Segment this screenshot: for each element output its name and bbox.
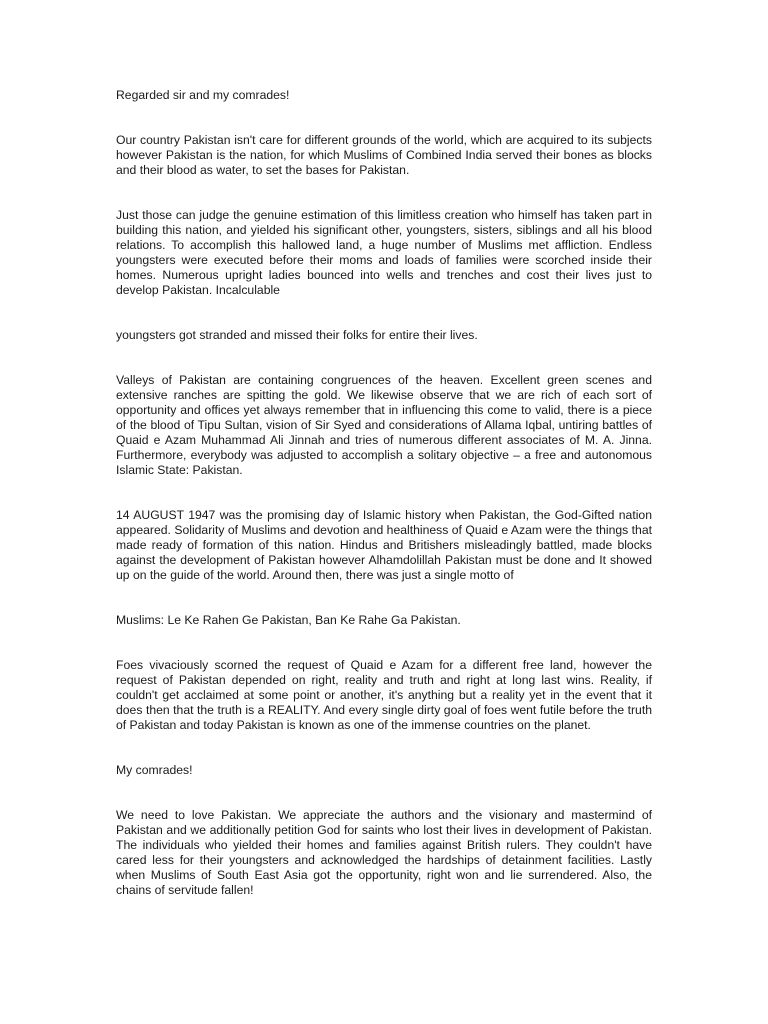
document-page xyxy=(116,88,652,898)
spacer xyxy=(116,298,652,328)
spacer xyxy=(116,478,652,508)
spacer xyxy=(116,178,652,208)
paragraph-my-comrades: My comrades! xyxy=(116,763,193,777)
paragraph-love-pakistan: We need to love Pakistan. We appreciate the authors and the visionary and mastermind of Pakistan and we additionally petition God for saints who lost their lives in development of Pakistan. The individuals who yielded their homes and families against British rulers. They couldn't have cared less for their youngsters and acknowledged the hardships of detainment facilities. Lastly when Muslims of South East Asia got the opportunity, right won and lie surrendered. Also, the chains of servitude fallen! xyxy=(116,808,652,897)
paragraph-valleys: Valleys of Pakistan are containing congruences of the heaven. Excellent green scenes and extensive ranches are spitting the gold. We likewise observe that we are rich of each sort of opportunity and offices yet always remember that in influencing this come to valid, there is a piece of the blood of Tipu Sultan, vision of Sir Syed and considerations of Allama Iqbal, untiring battles of Quaid e Azam Muhammad Ali Jinnah and tries of numerous different associates of M. A. Jinna. Furthermore, everybody was adjusted to accomplish a solitary objective – a free and autonomous Islamic State: Pakistan. xyxy=(116,373,652,477)
paragraph-motto: Muslims: Le Ke Rahen Ge Pakistan, Ban Ke Rahe Ga Pakistan. xyxy=(116,613,461,627)
spacer xyxy=(116,103,652,133)
spacer xyxy=(116,733,652,763)
paragraph-14-august: 14 AUGUST 1947 was the promising day of Islamic history when Pakistan, the God-Gifted nation appeared. Solidarity of Muslims and devotion and healthiness of Quaid e Azam were the things that made ready of formation of this nation. Hindus and Britishers misleadingly battled, made blocks against the development of Pakistan however Alhamdolillah Pakistan must be done and It showed up on the guide of the world. Around then, there was just a single motto of xyxy=(116,508,652,582)
spacer xyxy=(116,628,652,658)
paragraph-youngsters: youngsters got stranded and missed their folks for entire their lives. xyxy=(116,328,478,342)
paragraph-foes: Foes vivaciously scorned the request of Quaid e Azam for a different free land, however the request of Pakistan depended on right, reality and truth and right at long last wins. Reality, if couldn't get acclaimed at some point or another, it's anything but a reality yet in the event that it does then that the truth is a REALITY. And every single dirty goal of foes went futile before the truth of Pakistan and today Pakistan is known as one of the immense countries on the planet. xyxy=(116,658,652,732)
paragraph-greeting: Regarded sir and my comrades! xyxy=(116,88,290,102)
spacer xyxy=(116,583,652,613)
paragraph-country: Our country Pakistan isn't care for different grounds of the world, which are acquired to its subjects however Pakistan is the nation, for which Muslims of Combined India served their bones as blocks and their blood as water, to set the bases for Pakistan. xyxy=(116,133,652,177)
paragraph-estimation: Just those can judge the genuine estimation of this limitless creation who himself has taken part in building this nation, and yielded his significant other, youngsters, sisters, siblings and all his blood relations. To accomplish this hallowed land, a huge number of Muslims met affliction. Endless youngsters were executed before their moms and loads of families were scorched inside their homes. Numerous upright ladies bounced into wells and trenches and cost their lives just to develop Pakistan. Incalculable xyxy=(116,208,652,297)
spacer xyxy=(116,343,652,373)
spacer xyxy=(116,778,652,808)
